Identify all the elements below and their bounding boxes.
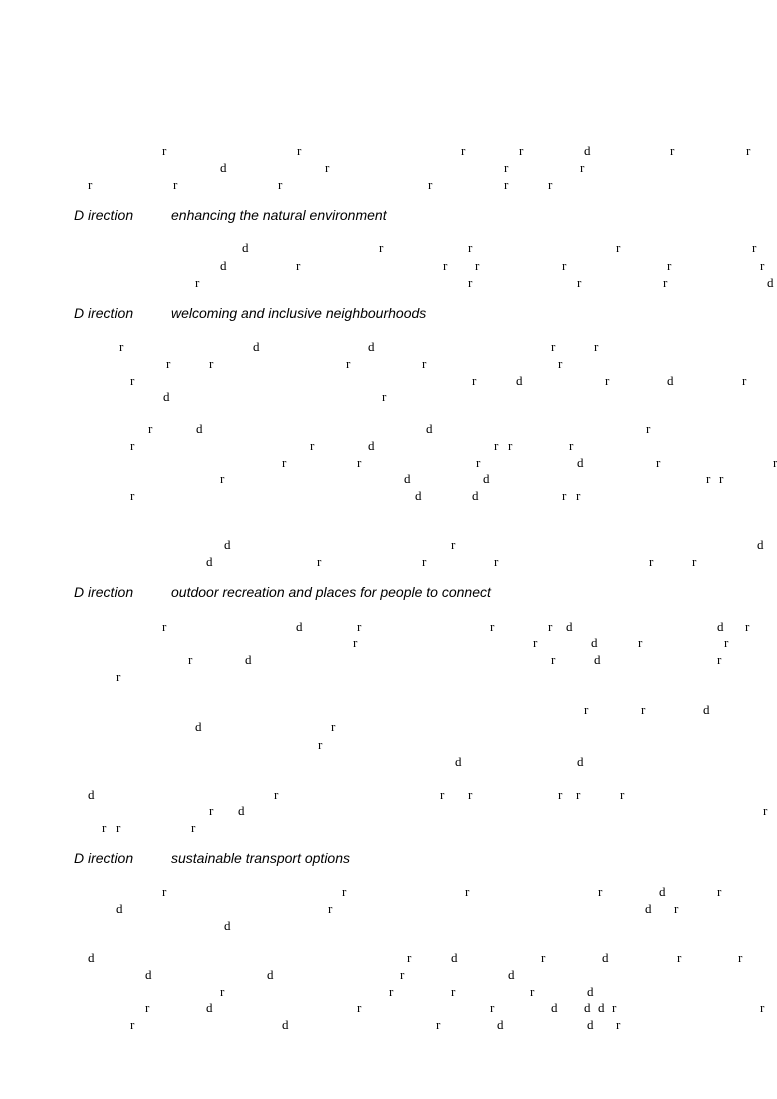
residual-glyph: r (576, 787, 581, 802)
residual-glyph: r (760, 1000, 765, 1015)
residual-glyph: d (253, 339, 260, 354)
residual-glyph: r (130, 1017, 135, 1032)
residual-glyph: r (569, 438, 574, 453)
residual-glyph: d (584, 143, 591, 158)
residual-glyph: r (616, 240, 621, 255)
residual-glyph: r (760, 258, 765, 273)
residual-glyph: d (238, 803, 245, 818)
residual-glyph: d (296, 619, 303, 634)
residual-glyph: d (587, 984, 594, 999)
residual-glyph: r (443, 258, 448, 273)
residual-glyph: r (209, 803, 214, 818)
residual-glyph: r (674, 901, 679, 916)
residual-glyph: r (490, 619, 495, 634)
residual-glyph: r (451, 984, 456, 999)
residual-glyph: r (342, 884, 347, 899)
residual-glyph: d (195, 719, 202, 734)
residual-glyph: r (357, 619, 362, 634)
residual-glyph: r (598, 884, 603, 899)
residual-glyph: r (357, 455, 362, 470)
residual-glyph: r (468, 275, 473, 290)
residual-glyph: r (173, 177, 178, 192)
residual-glyph: d (242, 240, 249, 255)
residual-glyph: r (379, 240, 384, 255)
residual-glyph: d (282, 1017, 289, 1032)
direction-title: outdoor recreation and places for people to connect (171, 584, 491, 600)
residual-glyph: r (162, 619, 167, 634)
residual-glyph: d (483, 471, 490, 486)
residual-glyph: d (163, 389, 170, 404)
residual-glyph: r (494, 438, 499, 453)
residual-glyph: d (594, 652, 601, 667)
residual-glyph: r (646, 421, 651, 436)
residual-glyph: d (368, 438, 375, 453)
residual-glyph: r (472, 373, 477, 388)
residual-glyph: r (504, 160, 509, 175)
residual-glyph: r (468, 240, 473, 255)
direction-title: welcoming and inclusive neighbourhoods (171, 305, 427, 321)
residual-glyph: r (451, 537, 456, 552)
residual-glyph: r (719, 471, 724, 486)
residual-glyph: r (297, 143, 302, 158)
residual-glyph: r (422, 356, 427, 371)
residual-glyph: d (206, 1000, 213, 1015)
residual-glyph: r (318, 737, 323, 752)
residual-glyph: d (426, 421, 433, 436)
direction-label: D irection (74, 207, 134, 223)
residual-glyph: r (584, 702, 589, 717)
residual-glyph: r (670, 143, 675, 158)
residual-glyph: r (310, 438, 315, 453)
residual-glyph: d (472, 488, 479, 503)
direction-label: D irection (74, 584, 134, 600)
residual-glyph: d (767, 275, 774, 290)
residual-glyph: r (558, 787, 563, 802)
residual-glyph: r (382, 389, 387, 404)
residual-glyph: d (220, 258, 227, 273)
residual-glyph: r (102, 820, 107, 835)
residual-glyph: d (577, 455, 584, 470)
residual-glyph: d (245, 652, 252, 667)
residual-glyph: r (400, 967, 405, 982)
residual-glyph: r (422, 554, 427, 569)
residual-glyph: d (88, 787, 95, 802)
residual-glyph: r (331, 719, 336, 734)
direction-title: enhancing the natural environment (171, 207, 387, 223)
residual-glyph: r (328, 901, 333, 916)
residual-glyph: r (475, 258, 480, 273)
residual-glyph: r (357, 1000, 362, 1015)
residual-glyph: r (407, 950, 412, 965)
residual-glyph: r (148, 421, 153, 436)
residual-glyph: d (196, 421, 203, 436)
residual-glyph: r (742, 373, 747, 388)
residual-glyph: d (368, 339, 375, 354)
residual-glyph: r (389, 984, 394, 999)
residual-glyph: r (428, 177, 433, 192)
residual-glyph: r (706, 471, 711, 486)
residual-glyph: d (145, 967, 152, 982)
residual-glyph: r (195, 275, 200, 290)
direction-label: D irection (74, 305, 134, 321)
residual-glyph: r (677, 950, 682, 965)
residual-glyph: d (591, 635, 598, 650)
residual-glyph: r (562, 258, 567, 273)
residual-glyph: d (88, 950, 95, 965)
residual-glyph: d (404, 471, 411, 486)
residual-glyph: r (717, 652, 722, 667)
residual-glyph: d (451, 950, 458, 965)
residual-glyph: r (278, 177, 283, 192)
residual-glyph: r (656, 455, 661, 470)
residual-glyph: r (605, 373, 610, 388)
residual-glyph: d (224, 918, 231, 933)
residual-glyph: r (562, 488, 567, 503)
residual-glyph: r (209, 356, 214, 371)
residual-glyph: d (703, 702, 710, 717)
residual-glyph: r (551, 652, 556, 667)
residual-glyph: r (436, 1017, 441, 1032)
residual-glyph: d (584, 1000, 591, 1015)
residual-glyph: d (587, 1017, 594, 1032)
residual-glyph: d (757, 537, 764, 552)
residual-glyph: r (166, 356, 171, 371)
residual-glyph: r (548, 177, 553, 192)
residual-glyph: r (188, 652, 193, 667)
residual-glyph: r (558, 356, 563, 371)
residual-glyph: r (745, 619, 750, 634)
residual-glyph: r (490, 1000, 495, 1015)
residual-glyph: r (468, 787, 473, 802)
residual-glyph: r (724, 635, 729, 650)
residual-glyph: r (576, 488, 581, 503)
residual-glyph: r (130, 438, 135, 453)
residual-glyph: r (162, 884, 167, 899)
residual-glyph: r (551, 339, 556, 354)
residual-glyph: r (548, 619, 553, 634)
residual-glyph: r (88, 177, 93, 192)
residual-glyph: r (612, 1000, 617, 1015)
residual-glyph: d (508, 967, 515, 982)
residual-glyph: r (494, 554, 499, 569)
residual-glyph: r (145, 1000, 150, 1015)
residual-glyph: r (533, 635, 538, 650)
residual-glyph: d (645, 901, 652, 916)
residual-glyph: r (274, 787, 279, 802)
residual-glyph: d (566, 619, 573, 634)
residual-glyph: r (130, 373, 135, 388)
residual-glyph: d (659, 884, 666, 899)
residual-glyph: r (763, 803, 768, 818)
residual-glyph: r (530, 984, 535, 999)
residual-glyph: r (282, 455, 287, 470)
residual-glyph: r (346, 356, 351, 371)
residual-glyph: d (667, 373, 674, 388)
residual-glyph: r (504, 177, 509, 192)
direction-title: sustainable transport options (171, 850, 350, 866)
residual-glyph: r (220, 984, 225, 999)
residual-glyph: r (440, 787, 445, 802)
residual-glyph: r (191, 820, 196, 835)
residual-glyph: d (224, 537, 231, 552)
residual-glyph: d (551, 1000, 558, 1015)
residual-glyph: r (746, 143, 751, 158)
residual-glyph: r (296, 258, 301, 273)
residual-glyph: r (465, 884, 470, 899)
residual-glyph: r (649, 554, 654, 569)
residual-glyph: d (497, 1017, 504, 1032)
residual-glyph: r (317, 554, 322, 569)
residual-glyph: r (476, 455, 481, 470)
residual-glyph: d (516, 373, 523, 388)
residual-glyph: d (220, 160, 227, 175)
residual-glyph: r (620, 787, 625, 802)
residual-glyph: r (220, 471, 225, 486)
residual-glyph: r (752, 240, 757, 255)
residual-glyph: r (692, 554, 697, 569)
residual-glyph: d (267, 967, 274, 982)
residual-glyph: r (325, 160, 330, 175)
residual-glyph: d (717, 619, 724, 634)
residual-glyph: r (594, 339, 599, 354)
residual-glyph: r (508, 438, 513, 453)
residual-glyph: r (130, 488, 135, 503)
residual-glyph: r (353, 635, 358, 650)
residual-glyph: r (738, 950, 743, 965)
residual-glyph: d (415, 488, 422, 503)
residual-glyph: r (717, 884, 722, 899)
residual-glyph: r (461, 143, 466, 158)
residual-glyph: d (602, 950, 609, 965)
residual-glyph: r (641, 702, 646, 717)
residual-glyph: r (541, 950, 546, 965)
residual-glyph: r (116, 820, 121, 835)
residual-glyph: d (577, 754, 584, 769)
residual-glyph: r (162, 143, 167, 158)
direction-label: D irection (74, 850, 134, 866)
residual-glyph: r (616, 1017, 621, 1032)
residual-glyph: r (667, 258, 672, 273)
residual-glyph: d (598, 1000, 605, 1015)
residual-glyph: d (206, 554, 213, 569)
residual-glyph: r (773, 455, 777, 470)
residual-glyph: r (119, 339, 124, 354)
residual-glyph: r (519, 143, 524, 158)
residual-glyph: r (663, 275, 668, 290)
residual-glyph: r (116, 669, 121, 684)
residual-glyph: d (116, 901, 123, 916)
residual-glyph: r (638, 635, 643, 650)
residual-glyph: r (580, 160, 585, 175)
residual-glyph: d (455, 754, 462, 769)
residual-glyph: r (577, 275, 582, 290)
